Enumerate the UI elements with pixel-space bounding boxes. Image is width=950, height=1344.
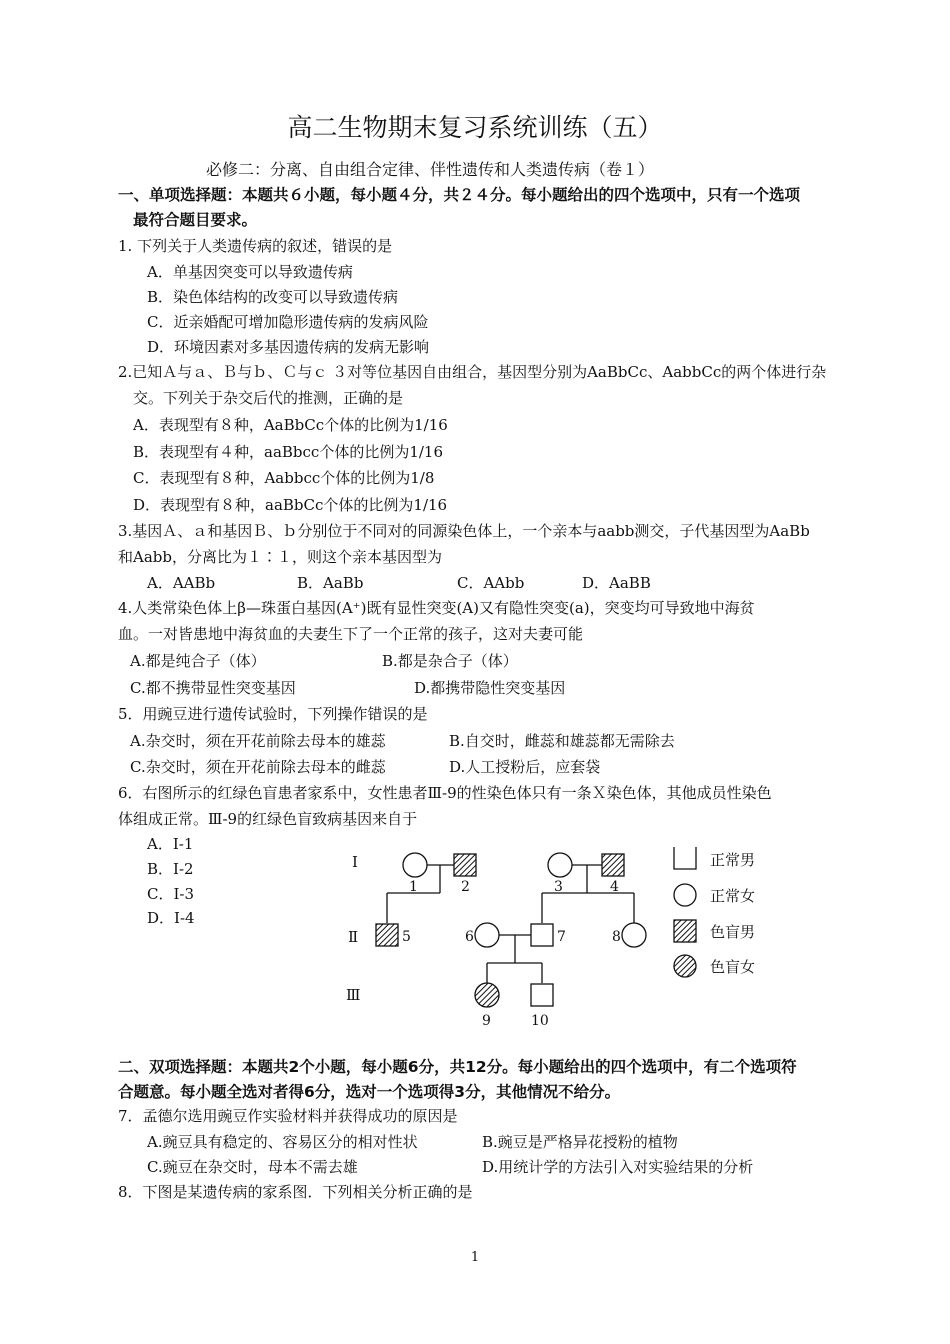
q7-option-a: A.豌豆具有稳定的、容易区分的相对性状 xyxy=(147,1133,418,1151)
q8-stem: 8．下图是某遗传病的家系图．下列相关分析正确的是 xyxy=(118,1183,473,1201)
q2-option-b: B．表现型有４种，aaBbcc个体的比例为1/16 xyxy=(133,443,444,461)
individual-label-1: 1 xyxy=(409,879,418,895)
q6-option-d: D．Ⅰ-4 xyxy=(147,909,195,927)
generation-label-3: Ⅲ xyxy=(346,986,361,1004)
q1-option-c: C．近亲婚配可增加隐形遗传病的发病风险 xyxy=(147,313,429,331)
legend-normal-male-label: 正常男 xyxy=(710,851,756,869)
individual-2 xyxy=(454,854,476,876)
q4-stem-cont: 血。一对皆患地中海贫血的夫妻生下了一个正常的孩子，这对夫妻可能 xyxy=(118,625,584,643)
q1-option-d: D．环境因素对多基因遗传病的发病无影响 xyxy=(147,338,430,356)
q2-stem: 2.已知Ａ与ａ、Ｂ与ｂ、Ｃ与ｃ ３对等位基因自由组合，基因型分别为AaBbCc、AabbCc的两个体进行杂 xyxy=(118,363,827,381)
page-subtitle: 必修二：分离、自由组合定律、伴性遗传和人类遗传病（卷１） xyxy=(206,160,655,179)
individual-9 xyxy=(475,983,499,1007)
pedigree-chart xyxy=(330,835,790,1035)
legend-affected-female-symbol xyxy=(674,955,696,977)
individual-label-7: 7 xyxy=(557,929,566,945)
q6-option-b: B．Ⅰ-2 xyxy=(147,860,194,878)
q7-option-c: C.豌豆在杂交时，母本不需去雄 xyxy=(147,1158,358,1176)
individual-5 xyxy=(376,924,398,946)
individual-label-3: 3 xyxy=(554,879,563,895)
q6-stem-cont: 体组成正常。Ⅲ-9的红绿色盲致病基因来自于 xyxy=(118,810,418,828)
individual-3 xyxy=(548,853,572,877)
q6-stem: 6．右图所示的红绿色盲患者家系中，女性患者Ⅲ-9的性染色体只有一条Ｘ染色体，其他成员性染色 xyxy=(118,784,772,802)
legend-normal-female-label: 正常女 xyxy=(710,887,756,905)
q5-option-d: D.人工授粉后，应套袋 xyxy=(449,758,601,776)
page-number: 1 xyxy=(470,1250,480,1265)
individual-4 xyxy=(602,854,624,876)
q5-stem: 5．用豌豆进行遗传试验时，下列操作错误的是 xyxy=(118,705,428,723)
legend-normal-female-symbol xyxy=(674,884,696,906)
q1-stem: 1. 下列关于人类遗传病的叙述，错误的是 xyxy=(118,237,393,255)
q3-option-c: C．AAbb xyxy=(457,574,525,592)
individual-7 xyxy=(531,924,553,946)
q7-option-b: B.豌豆是严格异花授粉的植物 xyxy=(482,1133,678,1151)
legend xyxy=(674,847,755,977)
legend-affected-male-symbol xyxy=(674,920,696,942)
individual-label-8: 8 xyxy=(612,929,621,945)
individual-label-9: 9 xyxy=(482,1013,491,1029)
legend-normal-male-symbol xyxy=(674,847,696,869)
generation-label-2: Ⅱ xyxy=(348,928,359,946)
q3-stem: 3.基因Ａ、ａ和基因Ｂ、ｂ分别位于不同对的同源染色体上，一个亲本与aabb测交，子代基因型为AaBb xyxy=(118,522,810,540)
q5-option-a: A.杂交时，须在开花前除去母本的雄蕊 xyxy=(130,732,386,750)
page-title: 高二生物期末复习系统训练（五） xyxy=(287,113,663,142)
q1-option-b: B．染色体结构的改变可以导致遗传病 xyxy=(147,288,399,306)
individual-label-5: 5 xyxy=(402,929,411,945)
individual-label-4: 4 xyxy=(610,879,619,895)
individual-label-6: 6 xyxy=(465,929,474,945)
individual-10 xyxy=(531,984,553,1006)
q4-option-b: B.都是杂合子（体） xyxy=(382,652,518,670)
q3-option-b: B．AaBb xyxy=(297,574,364,592)
individual-1 xyxy=(403,853,427,877)
individual-8 xyxy=(622,923,646,947)
section1-heading-cont: 最符合题目要求。 xyxy=(133,211,258,229)
q4-stem: 4.人类常染色体上β—珠蛋白基因(A⁺)既有显性突变(A)又有隐性突变(a)，突变均可导致地中海贫 xyxy=(118,599,755,617)
individual-label-2: 2 xyxy=(461,879,470,895)
section2-heading: 二、双项选择题：本题共2个小题，每小题6分，共12分。每小题给出的四个选项中，有二个选项符 xyxy=(118,1058,797,1076)
q2-stem-cont: 交。下列关于杂交后代的推测，正确的是 xyxy=(133,389,404,407)
legend-affected-male-label: 色盲男 xyxy=(710,923,756,941)
individual-label-10: 10 xyxy=(531,1013,549,1029)
generation-label-1: Ⅰ xyxy=(352,853,358,871)
q3-stem-cont: 和Aabb，分离比为１∶１，则这个亲本基因型为 xyxy=(118,548,442,566)
q6-option-a: A．Ⅰ-1 xyxy=(147,835,194,853)
q6-option-c: C．Ⅰ-3 xyxy=(147,885,195,903)
q5-option-b: B.自交时，雌蕊和雄蕊都无需除去 xyxy=(449,732,675,750)
section1-heading: 一、单项选择题：本题共６小题，每小题４分，共２４分。每小题给出的四个选项中，只有一个选项 xyxy=(118,186,801,204)
q5-option-c: C.杂交时，须在开花前除去母本的雌蕊 xyxy=(130,758,386,776)
q7-option-d: D.用统计学的方法引入对实验结果的分析 xyxy=(482,1158,754,1176)
q3-option-d: D．AaBB xyxy=(582,574,651,592)
q4-option-d: D.都携带隐性突变基因 xyxy=(414,679,566,697)
section2-heading-cont: 合题意。每小题全选对者得6分，选对一个选项得3分，其他情况不给分。 xyxy=(118,1083,621,1101)
individual-6 xyxy=(475,923,499,947)
q2-option-a: A．表现型有８种，AaBbCc个体的比例为1/16 xyxy=(133,416,448,434)
legend-affected-female-label: 色盲女 xyxy=(710,958,756,976)
q2-option-c: C．表现型有８种，Aabbcc个体的比例为1/8 xyxy=(133,469,435,487)
q7-stem: 7．孟德尔选用豌豆作实验材料并获得成功的原因是 xyxy=(118,1107,458,1125)
q4-option-c: C.都不携带显性突变基因 xyxy=(130,679,296,697)
q2-option-d: D．表现型有８种，aaBbCc个体的比例为1/16 xyxy=(133,496,448,514)
q4-option-a: A.都是纯合子（体） xyxy=(130,652,266,670)
q3-option-a: A．AABb xyxy=(147,574,216,592)
q1-option-a: A．单基因突变可以导致遗传病 xyxy=(147,263,353,281)
